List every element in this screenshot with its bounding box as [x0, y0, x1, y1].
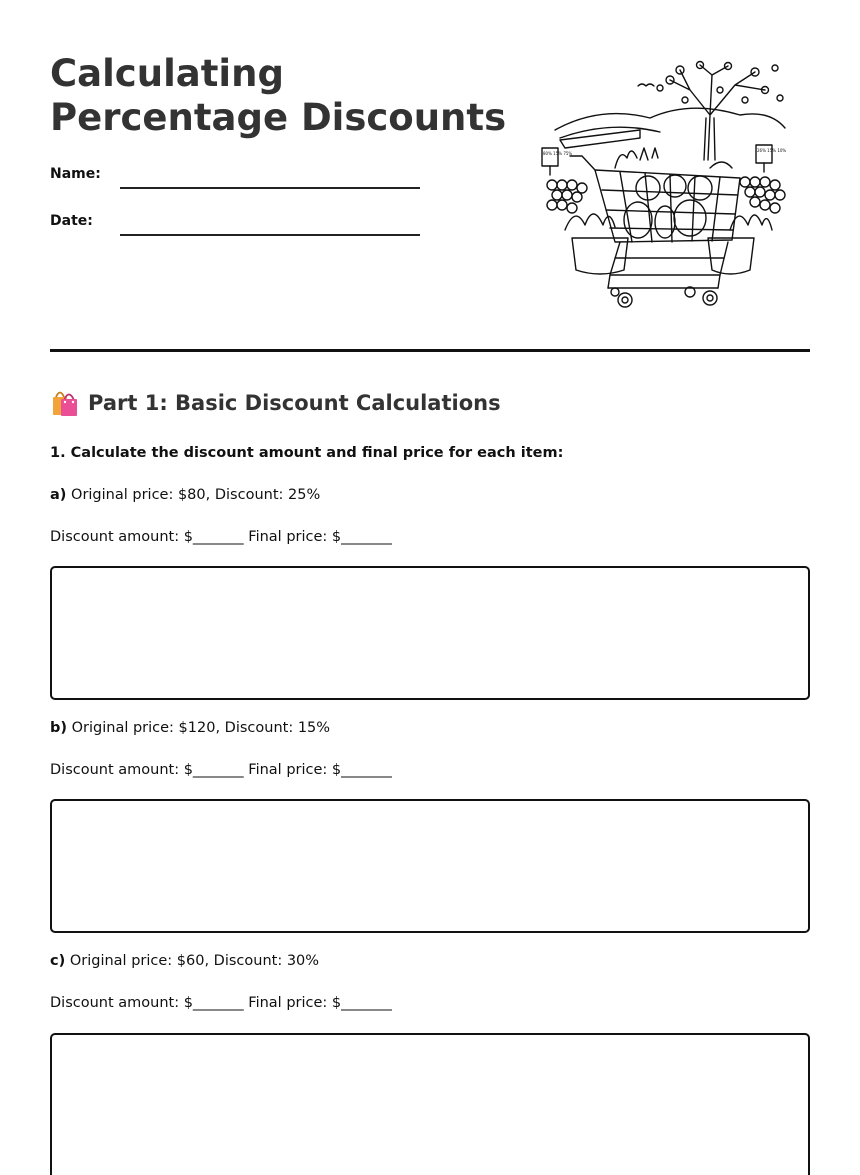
name-field[interactable] [120, 187, 420, 189]
shopping-bags-icon [50, 388, 80, 418]
item-c-text: Original price: $60, Discount: 30% [69, 953, 320, 969]
sign-left-text: 80% 15% 75% [543, 151, 573, 156]
item-a-answer-box[interactable] [50, 566, 810, 700]
date-label: Date: [50, 213, 93, 229]
item-b-prompt [50, 720, 330, 736]
name-label: Name: [50, 166, 101, 182]
item-c-letter: c) [50, 953, 66, 969]
item-b-answer-line: Discount amount: $_______ Final price: $_______ [50, 762, 392, 778]
item-c-prompt [50, 953, 319, 969]
item-a-prompt [50, 487, 320, 503]
worksheet-title: Calculating Percentage Discounts [50, 52, 507, 139]
shopping-cart-produce-illustration [540, 60, 795, 315]
date-field[interactable] [120, 234, 420, 236]
part1-title: Part 1: Basic Discount Calculations [88, 391, 501, 415]
item-a-answer-line: Discount amount: $_______ Final price: $_______ [50, 529, 392, 545]
item-a-text: Original price: $80, Discount: 25% [71, 487, 321, 503]
item-b-letter: b) [50, 720, 68, 736]
item-c-answer-line: Discount amount: $_______ Final price: $_______ [50, 995, 392, 1011]
item-c-answer-box[interactable] [50, 1033, 810, 1175]
part1-heading [50, 388, 501, 418]
item-a-letter: a) [50, 487, 67, 503]
item-b-text: Original price: $120, Discount: 15% [71, 720, 331, 736]
header-divider [50, 349, 810, 352]
question-1-instruction: 1. Calculate the discount amount and final price for each item: [50, 445, 564, 461]
item-b-answer-box[interactable] [50, 799, 810, 933]
sign-right-text: 26% 15% 10% [757, 148, 787, 153]
